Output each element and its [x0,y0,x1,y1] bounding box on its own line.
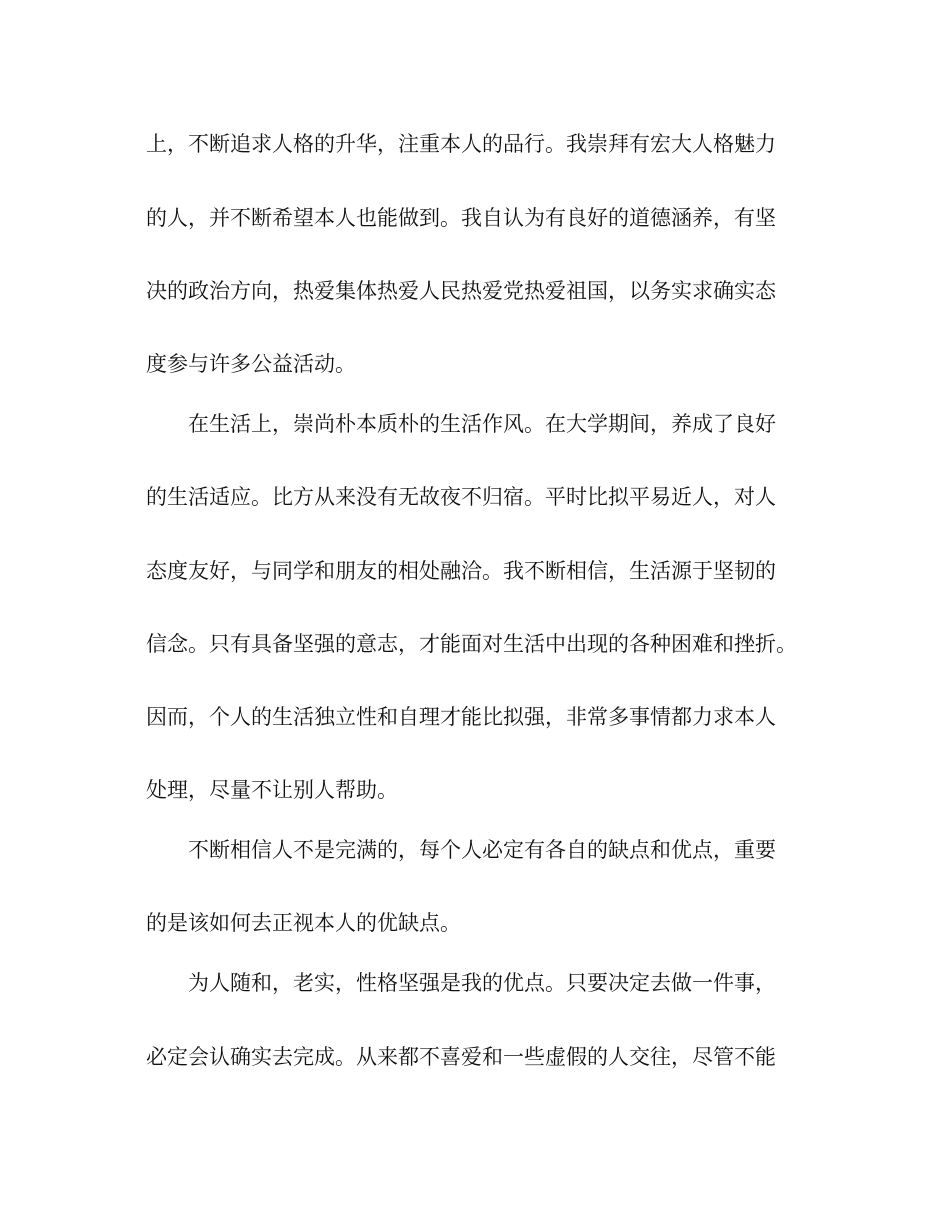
text-line: 决的政治方向，热爱集体热爱人民热爱党热爱祖国，以务实求确实态 [146,279,776,303]
text-line: 处理，尽量不让别人帮助。 [146,778,398,802]
text-line: 度参与许多公益活动。 [146,352,356,376]
text-line: 的人，并不断希望本人也能做到。我自认为有良好的道德涵养，有坚 [146,206,776,230]
text-line: 信念。只有具备坚强的意志，才能面对生活中出现的各种困难和挫折。 [146,632,797,656]
text-line: 必定会认确实去完成。从来都不喜爱和一些虚假的人交往，尽管不能 [146,1045,776,1069]
paragraph-first-line: 在生活上，崇尚朴本质朴的生活作风。在大学期间，养成了良好 [188,412,776,436]
paragraph-first-line: 为人随和，老实，性格坚强是我的优点。只要决定去做一件事， [188,971,776,995]
text-line: 的生活适应。比方从来没有无故夜不归宿。平时比拟平易近人，对人 [146,485,776,509]
text-line: 态度友好，与同学和朋友的相处融洽。我不断相信，生活源于坚韧的 [146,559,776,583]
text-line: 上，不断追求人格的升华，注重本人的品行。我崇拜有宏大人格魅力 [146,132,776,156]
text-line: 因而，个人的生活独立性和自理才能比拟强，非常多事情都力求本人 [146,705,776,729]
paragraph-first-line: 不断相信人不是完满的，每个人必定有各自的缺点和优点，重要 [188,838,776,862]
text-line: 的是该如何去正视本人的优缺点。 [146,911,461,935]
